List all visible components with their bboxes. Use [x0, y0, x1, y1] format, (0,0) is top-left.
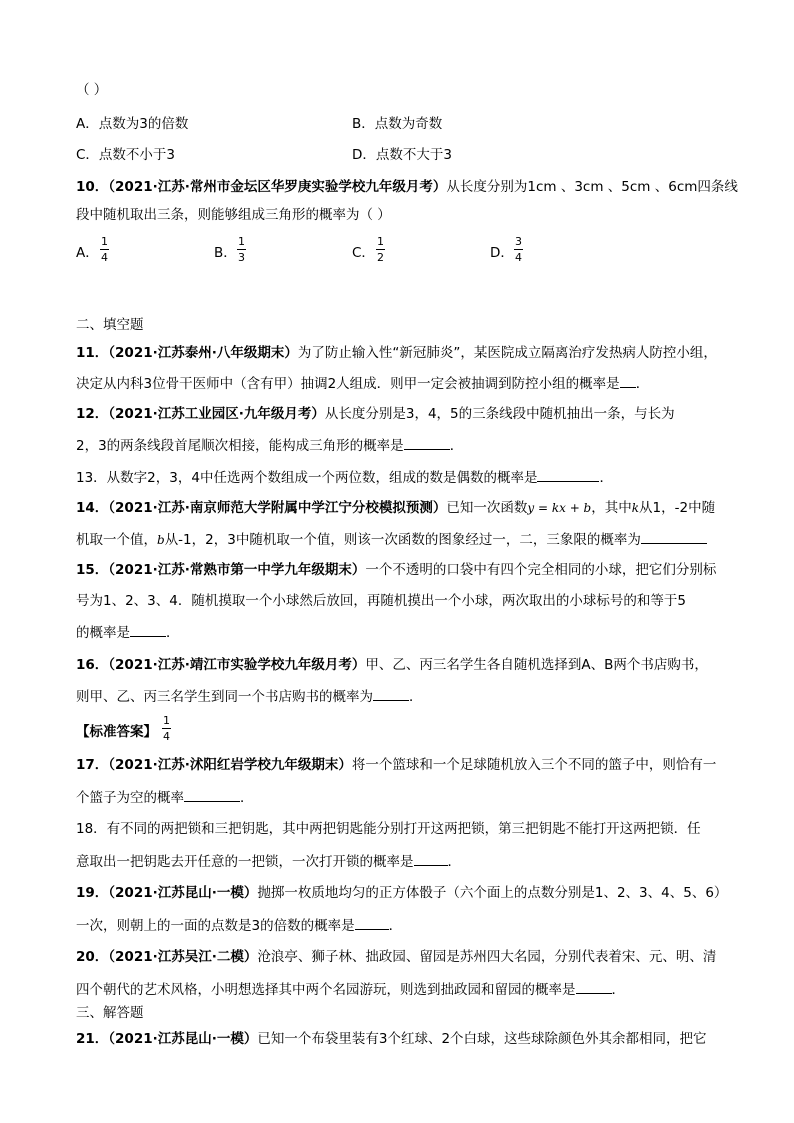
q21-line1: 21．（2021·江苏昆山·一模）已知一个布袋里装有3个红球、2个白球，这些球除颜色外其余都相同，把它 [76, 1031, 707, 1047]
answer-blank [576, 980, 612, 994]
q20-line1: 20．（2021·江苏吴江·二模）沧浪亭、狮子林、拙政园、留园是苏州四大名园，分别代表着宋、元、明、清 [76, 949, 717, 965]
option-a: A．点数为3的倍数 [76, 116, 189, 132]
q10-line2: 段中随机取出三条，则能够组成三角形的概率为（ ） [76, 207, 391, 223]
q18-line2: 意取出一把钥匙去开任意的一把锁，一次打开锁的概率是 ． [76, 854, 461, 870]
q19-line2: 一次，则朝上的一面的点数是3的倍数的概率是 ． [76, 918, 403, 934]
q20-line2: 四个朝代的艺术风格，小明想选择其中两个名园游玩，则选到拙政园和留园的概率是 ． [76, 982, 625, 998]
q14-line1: 14．（2021·江苏·南京师范大学附属中学江宁分校模拟预测）已知一次函数y = kx + b，其中k从1，-2中随 [76, 500, 716, 516]
answer-blank [620, 374, 636, 388]
q12-line2: 2，3的两条线段首尾顺次相接，能构成三角形的概率是 ． [76, 438, 464, 454]
q10-option-a-fraction: 1 4 [101, 235, 108, 264]
q17-line2: 个篮子为空的概率 ． [76, 790, 254, 806]
option-d: D．点数不大于3 [352, 147, 452, 163]
q16-line1: 16．（2021·江苏·靖江市实验学校九年级月考）甲、乙、丙三名学生各自随机选择到A、B两个书店购书， [76, 657, 708, 673]
answer-blank [404, 436, 450, 450]
q10-option-d: D． [490, 245, 514, 261]
q10-option-c: C． [352, 245, 375, 261]
q10-option-c-fraction: 1 2 [377, 235, 384, 264]
answer-blank [414, 852, 448, 866]
answer-paren: （ ） [76, 82, 108, 98]
q10-text: 从长度分别为1cm 、3cm 、5cm 、6cm四条线 [446, 179, 738, 195]
q10-source: 10．（2021·江苏·常州市金坛区华罗庚实验学校九年级月考） [76, 179, 447, 195]
standard-answer-fraction: 1 4 [163, 714, 170, 743]
q10-option-a: A． [76, 245, 99, 261]
standard-answer-label: 【标准答案】 [76, 724, 157, 740]
q10-option-b: B． [214, 245, 237, 261]
q11-line1: 11．（2021·江苏泰州·八年级期末）为了防止输入性“新冠肺炎”，某医院成立隔离治疗发热病人防控小组， [76, 345, 717, 361]
answer-blank [184, 788, 240, 802]
q13-line1: 13．从数字2，3，4中任选两个数组成一个两位数，组成的数是偶数的概率是 ． [76, 470, 613, 486]
option-c: C．点数不小于3 [76, 147, 176, 163]
q14-line2: 机取一个值，b从-1，2，3中随机取一个值，则该一次函数的图象经过一，二，三象限的概率为 [76, 530, 707, 549]
q17-line1: 17．（2021·江苏·沭阳红岩学校九年级期末）将一个篮球和一个足球随机放入三个不同的篮子中，则恰有一 [76, 757, 717, 773]
q15-line3: 的概率是 ． [76, 625, 180, 641]
answer-blank [537, 468, 599, 482]
option-b: B．点数为奇数 [352, 116, 443, 132]
q15-line1: 15．（2021·江苏·常熟市第一中学九年级期末）一个不透明的口袋中有四个完全相同的小球，把它们分别标 [76, 562, 717, 578]
q14-formula: y = kx + b [527, 501, 592, 515]
answer-blank [355, 916, 389, 930]
section-solve-heading: 三、解答题 [76, 1005, 144, 1021]
q19-line1: 19．（2021·江苏昆山·一模）抛掷一枚质地均匀的正方体骰子（六个面上的点数分别是1、2、3、4、5、6） [76, 885, 728, 901]
q10-option-d-fraction: 3 4 [515, 235, 522, 264]
q10-line1 [76, 178, 738, 196]
answer-blank [641, 530, 707, 544]
q10-option-b-fraction: 1 3 [238, 235, 245, 264]
answer-blank [130, 623, 166, 637]
q16-line2: 则甲、乙、丙三名学生到同一个书店购书的概率为 ． [76, 689, 423, 705]
q15-line2: 号为1、2、3、4．随机摸取一个小球然后放回，再随机摸出一个小球，两次取出的小球标号的和等于5 [76, 593, 686, 609]
q18-line1: 18．有不同的两把锁和三把钥匙，其中两把钥匙能分别打开这两把锁，第三把钥匙不能打开这两把锁．任 [76, 821, 701, 837]
q11-line2: 决定从内科3位骨干医师中（含有甲）抽调2人组成．则甲一定会被抽调到防控小组的概率是 ． [76, 376, 650, 392]
q12-line1: 12．（2021·江苏工业园区·九年级月考）从长度分别是3，4，5的三条线段中随机抽出一条，与长为 [76, 406, 675, 422]
answer-blank [373, 687, 409, 701]
section-fill-in-heading: 二、填空题 [76, 317, 144, 333]
